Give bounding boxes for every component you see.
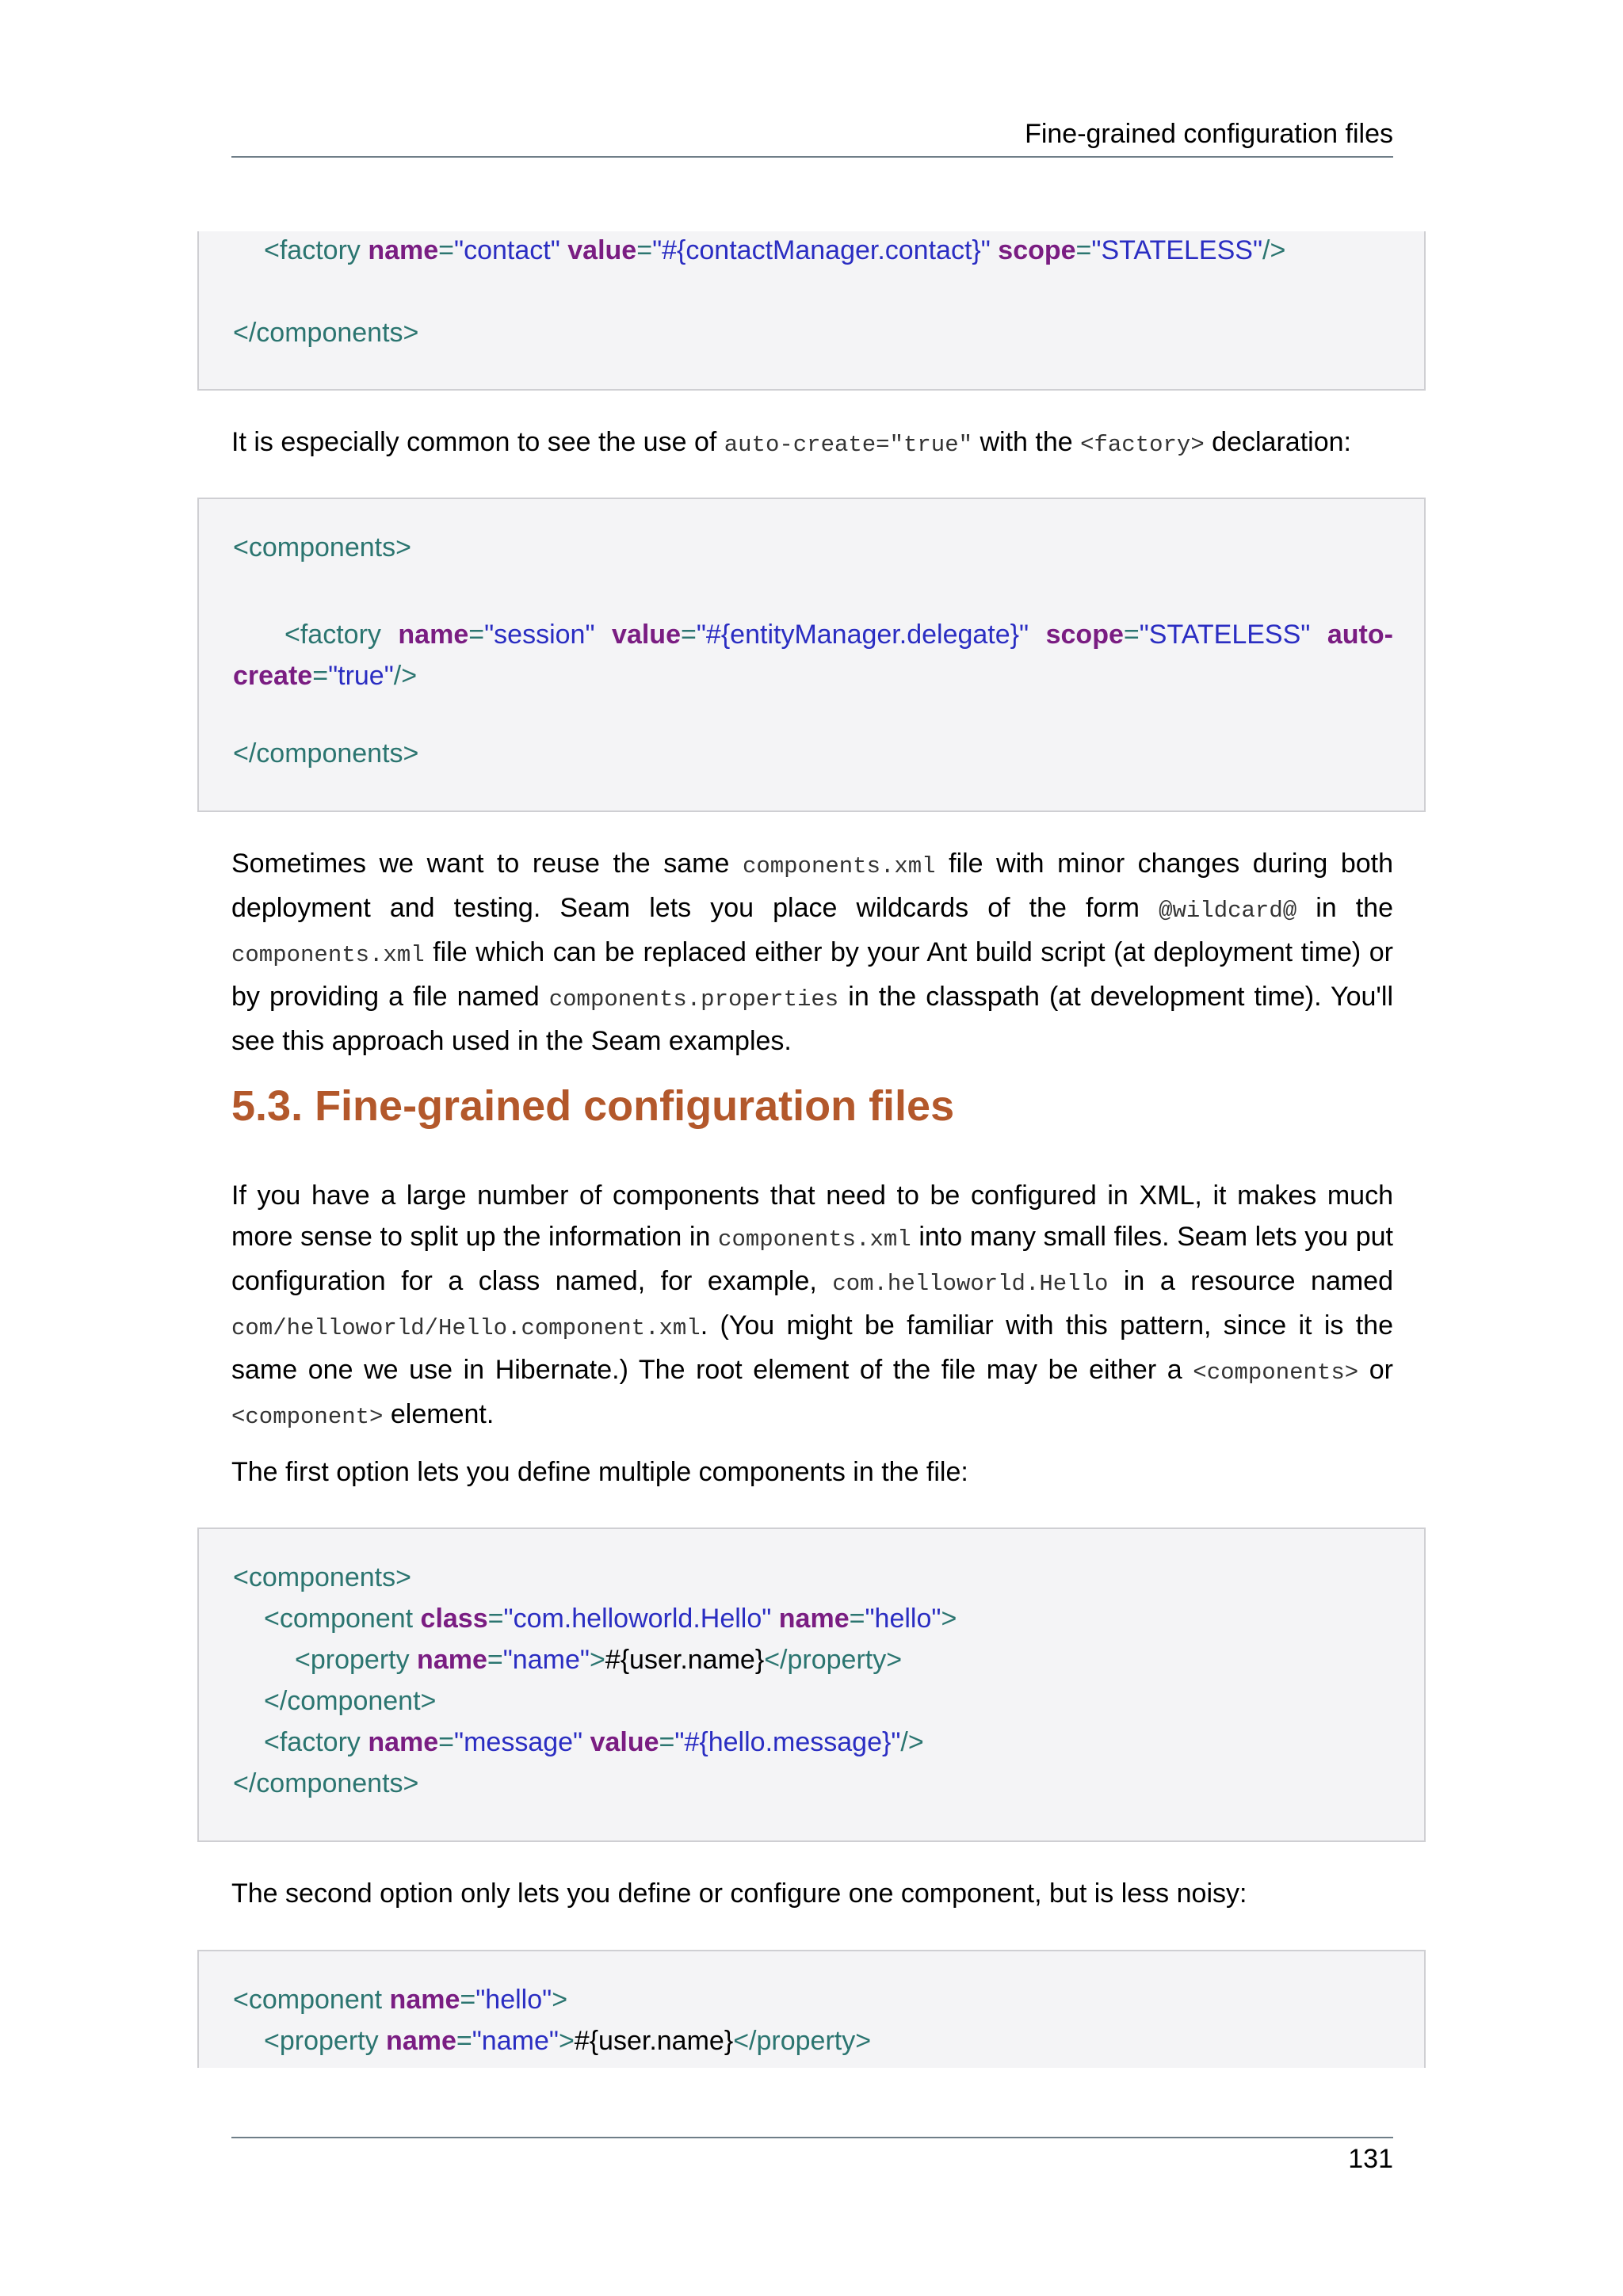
code-line-components-close: </components> bbox=[233, 318, 419, 348]
code-line-component-close: </component> bbox=[264, 1686, 437, 1716]
code-line-factory-message: <factory name="message" value="#{hello.message}"/> bbox=[264, 1727, 924, 1757]
code-block-factory-auto-create bbox=[197, 498, 1426, 812]
footer-rule bbox=[231, 2137, 1393, 2138]
code-line-factory-session: <factory name="session" value="#{entityManager.delegate}" scope="STATELESS" auto-create="true"/> bbox=[233, 620, 1393, 691]
paragraph-wildcards: Sometimes we want to reuse the same components.xml file with minor changes during both deployment and testing. Seam lets you place wildcards of the form @wildcard@ in the components.xml file which can be replaced either by your Ant build script (at deployment time) or by providing a file named components.properties in the classpath (at development time). You'll see this approach used in the Seam examples. bbox=[231, 849, 1394, 1056]
paragraph-second-option: The second option only lets you define or configure one component, but is less noisy: bbox=[231, 1878, 1247, 1909]
code-line-components-close: </components> bbox=[233, 738, 419, 769]
code-line-property-name: <property name="name">#{user.name}</property> bbox=[295, 1645, 903, 1675]
running-header: Fine-grained configuration files bbox=[1025, 119, 1393, 149]
page-number: 131 bbox=[1348, 2144, 1393, 2174]
paragraph-auto-create: It is especially common to see the use of auto-create="true" with the <factory> declaration: bbox=[231, 427, 1351, 458]
code-block-multiple-components bbox=[197, 1527, 1426, 1842]
paragraph-first-option: The first option lets you define multiple components in the file: bbox=[231, 1457, 968, 1487]
code-line-factory-contact: <factory name="contact" value="#{contactManager.contact}" scope="STATELESS"/> bbox=[264, 235, 1286, 265]
code-line-component-hello: <component name="hello"> bbox=[233, 1985, 568, 2015]
code-block-continued bbox=[197, 231, 1426, 391]
section-heading: 5.3. Fine-grained configuration files bbox=[231, 1082, 955, 1130]
code-line-component-hello: <component class="com.helloworld.Hello" name="hello"> bbox=[264, 1604, 957, 1634]
code-line-components-open: <components> bbox=[233, 532, 411, 563]
code-line-components-close: </components> bbox=[233, 1768, 419, 1798]
code-line-components-open: <components> bbox=[233, 1562, 411, 1592]
header-rule bbox=[231, 156, 1393, 158]
code-block-single-component bbox=[197, 1950, 1426, 2068]
code-line-property-name: <property name="name">#{user.name}</property> bbox=[264, 2026, 872, 2056]
paragraph-fine-grained: If you have a large number of components that need to be configured in XML, it makes much more sense to split up the information in components.xml into many small files. Seam lets you put configuration for a class named, for example, com.helloworld.Hello in a resource named com/helloworld/Hello.component.xml. (You might be familiar with this pattern, since it is the same one we use in Hibernate.) The root element of the file may be either a <components> or <component> element. bbox=[231, 1180, 1393, 1430]
